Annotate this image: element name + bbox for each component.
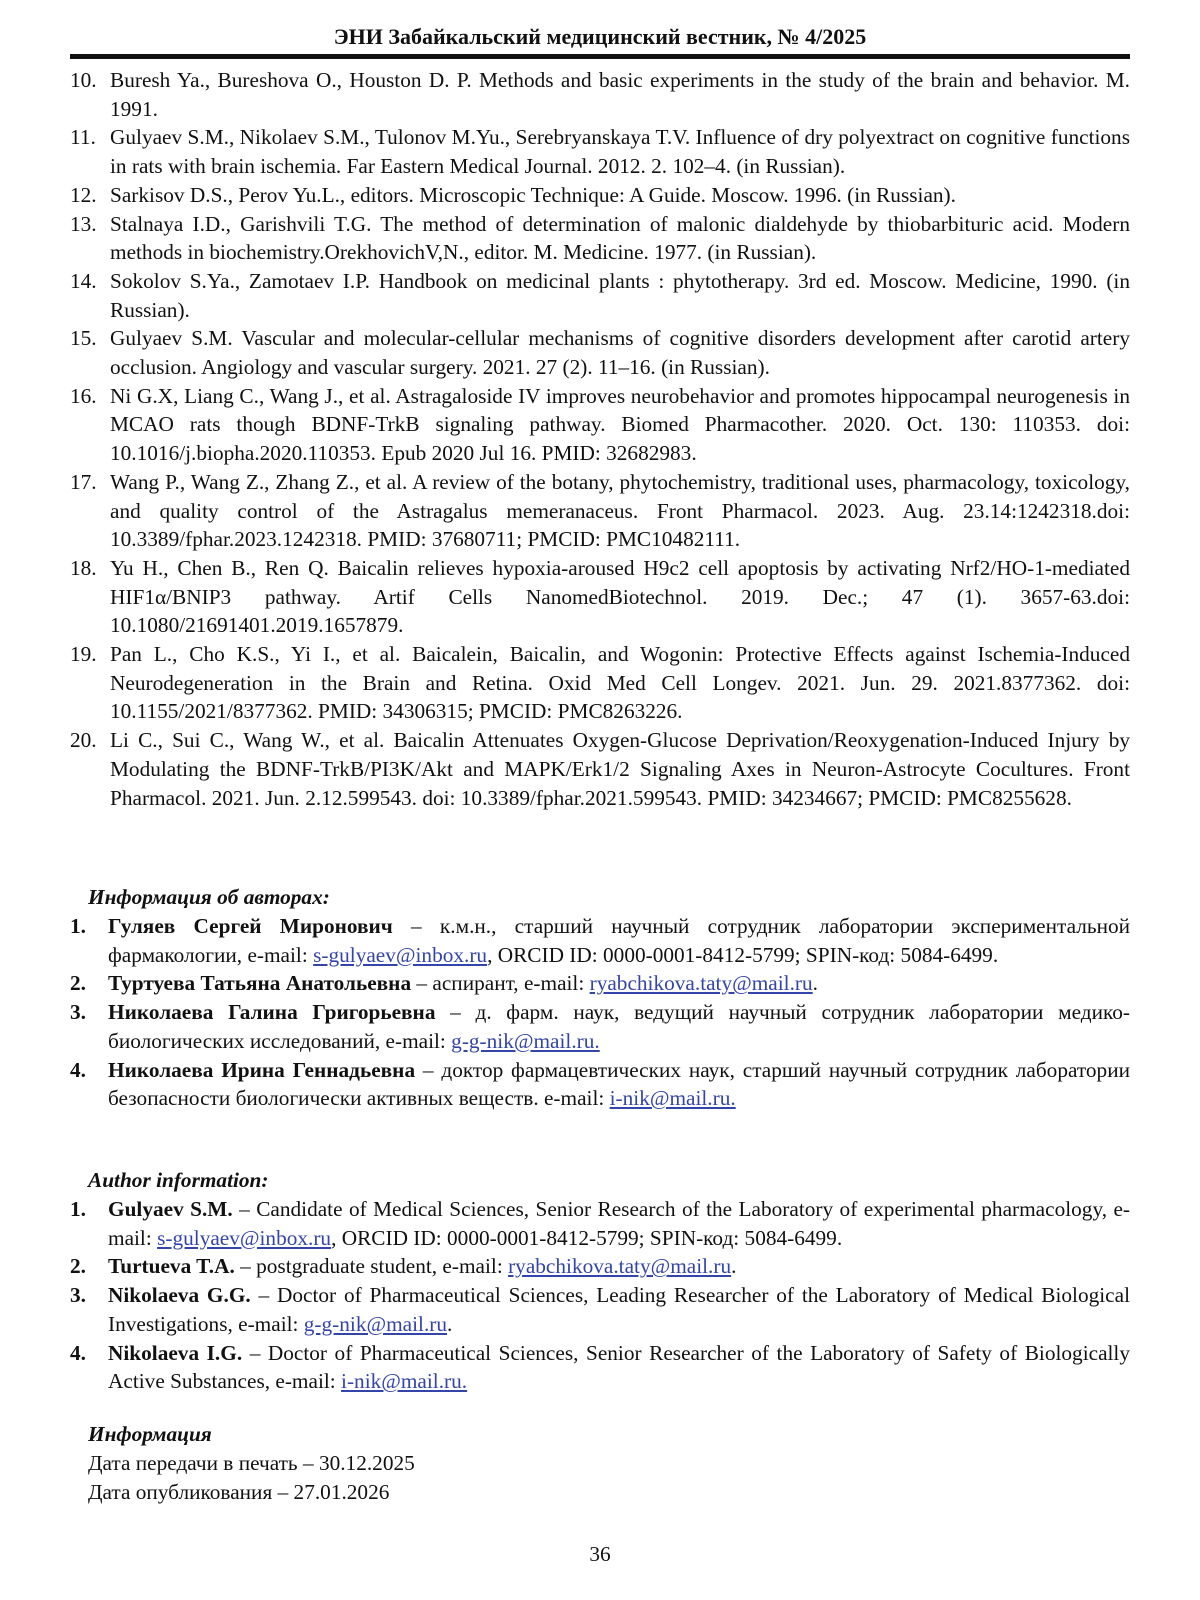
author-name: Гуляев Сергей Миронович xyxy=(108,914,393,938)
author-item xyxy=(70,1056,1130,1113)
reference-item xyxy=(70,468,1130,554)
author-name: Nikolaeva I.G. xyxy=(108,1340,243,1365)
reference-number: 11. xyxy=(70,125,96,150)
reference-number: 18. xyxy=(70,555,97,580)
authors-en-title: Author information: xyxy=(88,1168,269,1192)
reference-text: Li C., Sui C., Wang W., et al. Baicalin Attenuates Oxygen-Glucose Deprivation/Reoxygenation-Induced Injury by Modulating the BDNF-TrkB/PI3K/Akt and MAPK/Erk1/2 Signaling Axes in Neuron-Astrocyte Cocultures. Front Pharmacol. 2021. Jun. 2.12.599543. doi: 10.3389/fphar.2021.599543. PMID: 34234667; PMCID: PMC8255628. xyxy=(110,728,1130,810)
author-number: 2. xyxy=(70,1254,86,1279)
reference-number: 19. xyxy=(70,642,97,667)
reference-number: 17. xyxy=(70,469,97,494)
author-text xyxy=(108,1339,1130,1396)
reference-text: Sokolov S.Ya., Zamotaev I.P. Handbook on medicinal plants : phytotherapy. 3rd ed. Moscow. Medicine, 1990. (in Russian). xyxy=(110,268,1130,322)
author-item xyxy=(70,998,1130,1055)
author-text xyxy=(108,912,1130,969)
reference-item xyxy=(70,324,1130,381)
reference-text: Gulyaev S.M., Nikolaev S.M., Tulonov M.Yu., Serebryanskaya T.V. Influence of dry polyextract on cognitive functions in rats with brain ischemia. Far Eastern Medical Journal. 2012. 2. 102–4. (in Russian). xyxy=(110,125,1130,179)
author-number: 3. xyxy=(70,1000,86,1025)
author-extra: . xyxy=(447,1311,453,1336)
author-number: 1. xyxy=(70,1197,86,1221)
reference-text: Gulyaev S.M. Vascular and molecular-cellular mechanisms of cognitive disorders development after carotid artery occlusion. Angiology and vascular surgery. 2021. 27 (2). 11–16. (in Russian). xyxy=(110,326,1130,380)
author-text xyxy=(108,998,1130,1055)
author-item xyxy=(70,1339,1130,1396)
email-link[interactable]: s-gulyaev@inbox.ru xyxy=(157,1225,332,1250)
author-description: – Doctor of Pharmaceutical Sciences, Senior Researcher of the Laboratory of Safety of Biologically Active Substances, e-mail: xyxy=(108,1340,1131,1394)
author-item xyxy=(70,969,1130,998)
email-link[interactable]: ryabchikova.taty@mail.ru xyxy=(589,971,813,996)
reference-number: 13. xyxy=(70,211,97,236)
author-text xyxy=(108,1252,1130,1281)
author-item xyxy=(70,912,1130,969)
author-description: – postgraduate student, e-mail: xyxy=(234,1254,509,1279)
reference-text: Wang P., Wang Z., Zhang Z., et al. A review of the botany, phytochemistry, traditional uses, pharmacology, toxicology, and quality control of the Astragalus memeranaceus. Front Pharmacol. 2023. Aug. 23.14:1242318.doi: 10.3389/fphar.2023.1242318. PMID: 37680711; PMCID: PMC10482111. xyxy=(110,469,1130,552)
publish-date: Дата опубликования – 27.01.2026 xyxy=(88,1480,390,1504)
reference-item xyxy=(70,267,1130,324)
author-number: 4. xyxy=(70,1057,86,1082)
reference-item xyxy=(70,66,1130,123)
reference-number: 20. xyxy=(70,728,97,753)
author-description: – доктор фармацевтических наук, старший научный сотрудник лаборатории безопасности биологически активных веществ. e-mail: xyxy=(108,1057,1130,1111)
authors-ru-list xyxy=(70,912,1130,1113)
email-link[interactable]: g-g-nik@mail.ru xyxy=(303,1311,448,1336)
reference-list xyxy=(70,66,1130,812)
email-link[interactable]: i-nik@mail.ru. xyxy=(341,1369,468,1394)
author-description: – Candidate of Medical Sciences, Senior Research of the Laboratory of experimental pharmacology, e-mail: xyxy=(108,1197,1130,1250)
reference-item xyxy=(70,726,1130,812)
author-extra: , ORCID ID: 0000-0001-8412-5799; SPIN-код: 5084-6499. xyxy=(331,1225,843,1250)
reference-number: 10. xyxy=(70,68,97,92)
reference-item xyxy=(70,640,1130,726)
journal-header: ЭНИ Забайкальский медицинский вестник, № 4/2025 xyxy=(333,24,867,49)
reference-number: 14. xyxy=(70,268,97,293)
reference-text: Yu H., Chen B., Ren Q. Baicalin relieves hypoxia-aroused H9c2 cell apoptosis by activating Nrf2/HO-1-mediated HIF1α/BNIP3 pathway. Artif Cells NanomedBiotechnol. 2019. Dec.; 47 (1). 3657-63.doi: 10.1080/21691401.2019.1657879. xyxy=(110,555,1130,638)
reference-number: 15. xyxy=(70,326,97,351)
reference-text: Sarkisov D.S., Perov Yu.L., editors. Microscopic Technique: A Guide. Moscow. 1996. (in Russian). xyxy=(110,182,956,207)
author-description: – д. фарм. наук, ведущий научный сотрудник лаборатории медико-биологических исследований, e-mail: xyxy=(108,1000,1130,1053)
author-description: – к.м.н., старший научный сотрудник лаборатории экспериментальной фармакологии, e-mail: xyxy=(108,914,1131,967)
reference-item xyxy=(70,123,1130,180)
author-description: – аспирант, e-mail: xyxy=(411,971,590,996)
reference-item xyxy=(70,210,1130,267)
author-text xyxy=(108,969,1130,998)
header-rule xyxy=(70,54,1130,59)
reference-number: 16. xyxy=(70,383,97,408)
author-name: Николаева Галина Григорьевна xyxy=(108,1000,436,1025)
author-number: 2. xyxy=(70,971,86,996)
email-link[interactable]: s-gulyaev@inbox.ru xyxy=(313,942,488,967)
author-number: 3. xyxy=(70,1283,86,1308)
reference-text: Stalnaya I.D., Garishvili T.G. The method of determination of malonic dialdehyde by thiobarbituric acid. Modern methods in biochemistry.OrekhovichV,N., editor. M. Medicine. 1977. (in Russian). xyxy=(110,211,1130,265)
author-name: Gulyaev S.M. xyxy=(108,1197,233,1221)
author-item xyxy=(70,1195,1130,1252)
reference-text: Pan L., Cho K.S., Yi I., et al. Baicalein, Baicalin, and Wogonin: Protective Effects against Ischemia-Induced Neurodegeneration in the Brain and Retina. Oxid Med Cell Longev. 2021. Jun. 29. 2021.8377362. doi: 10.1155/2021/8377362. PMID: 34306315; PMCID: PMC8263226. xyxy=(110,642,1130,724)
author-text xyxy=(108,1281,1130,1338)
author-item xyxy=(70,1252,1130,1281)
author-name: Николаева Ирина Геннадьевна xyxy=(108,1057,416,1082)
authors-en-list xyxy=(70,1195,1130,1396)
publication-info-title: Информация xyxy=(88,1422,212,1446)
author-extra: . xyxy=(812,971,818,996)
author-item xyxy=(70,1281,1130,1338)
author-name: Nikolaeva G.G. xyxy=(108,1283,251,1308)
reference-item xyxy=(70,382,1130,468)
reference-item xyxy=(70,181,1130,210)
reference-text: Ni G.X, Liang C., Wang J., et al. Astragaloside IV improves neurobehavior and promotes hippocampal neurogenesis in MCAO rats though BDNF-TrkB signaling pathway. Biomed Pharmacother. 2020. Oct. 130: 110353. doi: 10.1016/j.biopha.2020.110353. Epub 2020 Jul 16. PMID: 32682983. xyxy=(110,383,1130,466)
author-text xyxy=(108,1056,1130,1113)
email-link[interactable]: i-nik@mail.ru. xyxy=(609,1086,736,1111)
email-link[interactable]: ryabchikova.taty@mail.ru xyxy=(508,1254,732,1279)
authors-ru-title: Информация об авторах: xyxy=(88,885,330,909)
print-date: Дата передачи в печать – 30.12.2025 xyxy=(88,1451,415,1475)
author-description: – Doctor of Pharmaceutical Sciences, Leading Researcher of the Laboratory of Medical Biological Investigations, e-mail: xyxy=(108,1283,1131,1336)
author-name: Туртуева Татьяна Анатольевна xyxy=(108,971,412,996)
page-number: 36 xyxy=(589,1542,611,1566)
author-extra: . xyxy=(731,1254,737,1279)
author-name: Turtueva T.A. xyxy=(108,1254,235,1279)
author-text xyxy=(108,1195,1130,1252)
reference-item xyxy=(70,554,1130,640)
author-number: 4. xyxy=(70,1340,86,1365)
reference-number: 12. xyxy=(70,182,97,207)
author-number: 1. xyxy=(70,914,86,938)
reference-text: Buresh Ya., Bureshova O., Houston D. P. Methods and basic experiments in the study of the brain and behavior. M. 1991. xyxy=(110,68,1130,121)
email-link[interactable]: g-g-nik@mail.ru. xyxy=(451,1028,600,1053)
author-extra: , ORCID ID: 0000-0001-8412-5799; SPIN-код: 5084-6499. xyxy=(487,942,999,967)
